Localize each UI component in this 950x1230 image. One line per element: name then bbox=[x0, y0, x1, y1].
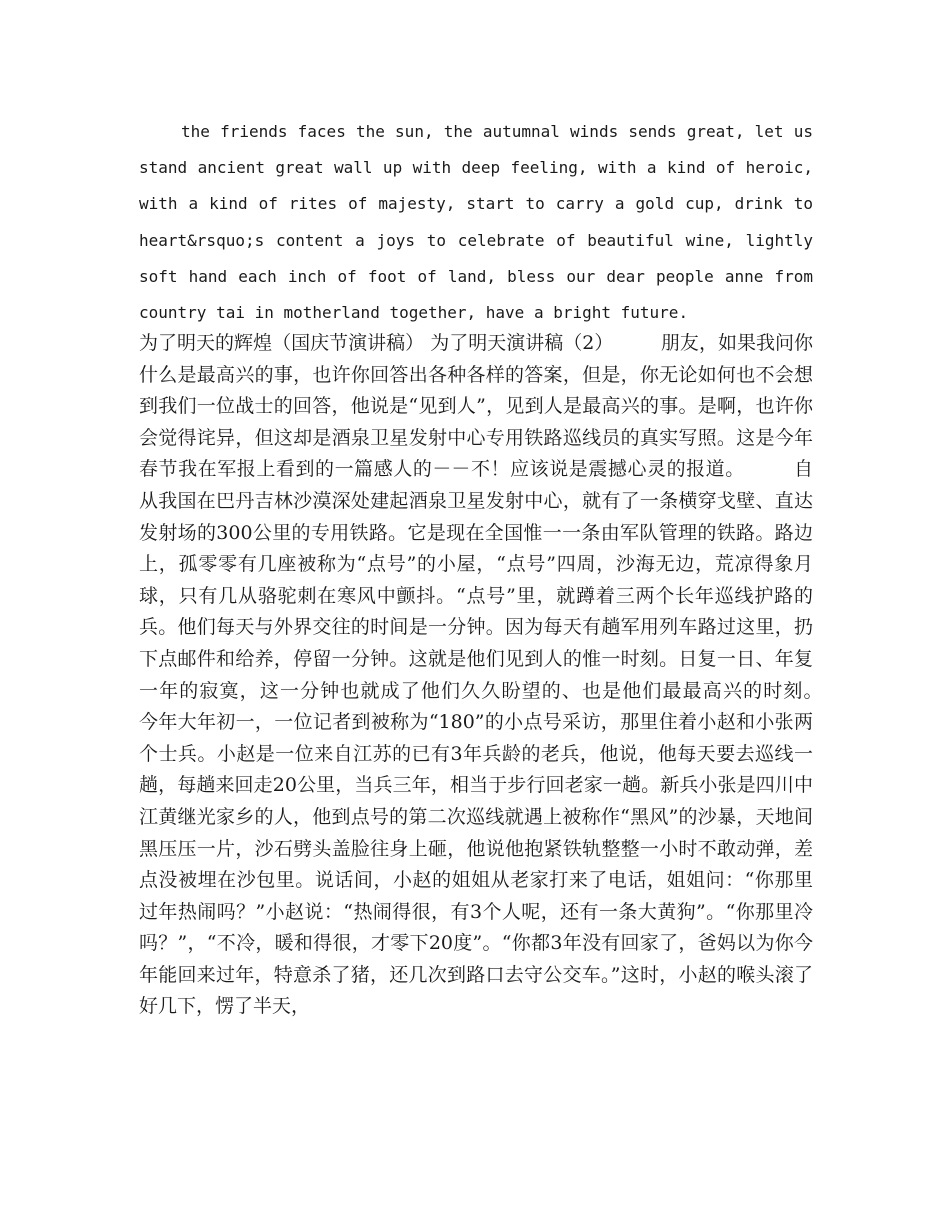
chinese-paragraph-block bbox=[139, 328, 871, 1023]
english-paragraph-block bbox=[139, 114, 813, 331]
chinese-paragraph: 为了明天的辉煌（国庆节演讲稿） 为了明天演讲稿（2） 朋友，如果我问你什么是最高兴的事，也许你回答出各种各样的答案，但是，你无论如何也不会想到我们一位战士的回答，他说是“见到人”，见到人是最高兴的事。是啊，也许你会觉得诧异，但这却是酒泉卫星发射中心专用铁路巡线员的真实写照。这是今年春节我在军报上看到的一篇感人的－－不！应该说是震撼心灵的报道。 自从我国在巴丹吉林沙漠深处建起酒泉卫星发射中心，就有了一条横穿戈壁、直达发射场的300公里的专用铁路。它是现在全国惟一一条由军队管理的铁路。路边上，孤零零有几座被称为“点号”的小屋，“点号”四周，沙海无边，荒凉得象月球，只有几从骆驼刺在寒风中颤抖。“点号”里，就蹲着三两个长年巡线护路的兵。他们每天与外界交往的时间是一分钟。因为每天有趟军用列车路过这里，扔下点邮件和给养，停留一分钟。这就是他们见到人的惟一时刻。日复一日、年复一年的寂寞，这一分钟也就成了他们久久盼望的、也是他们最最高兴的时刻。 今年大年初一，一位记者到被称为“180”的小点号采访，那里住着小赵和小张两个士兵。小赵是一位来自江苏的已有3年兵龄的老兵，他说，他每天要去巡线一趟，每趟来回走20公里，当兵三年，相当于步行回老家一趟。新兵小张是四川中江黄继光家乡的人，他到点号的第二次巡线就遇上被称作“黑风”的沙暴，天地间黑压压一片，沙石劈头盖脸往身上砸，他说他抱紧铁轨整整一小时不敢动弹，差点没被埋在沙包里。说话间，小赵的姐姐从老家打来了电话，姐姐问：“你那里过年热闹吗？”小赵说：“热闹得很，有3个人呢，还有一条大黄狗”。“你那里冷吗？”，“不冷，暖和得很，才零下20度”。“你都3年没有回家了，爸妈以为你今年能回来过年，特意杀了猪，还几次到路口去守公交车。”这时，小赵的喉头滚了好几下，愣了半天， bbox=[139, 332, 871, 1018]
english-paragraph: the friends faces the sun, the autumnal winds sends great, let us stand ancient great wall up with deep feeling, with a kind of heroic, with a kind of rites of majesty, start to carry a gold cup, drink to heart&rsquo;s content a joys to celebrate of beautiful wine, lightly soft hand each inch of foot of land, bless our dear people anne from country tai in motherland together, have a bright future. bbox=[139, 122, 813, 323]
